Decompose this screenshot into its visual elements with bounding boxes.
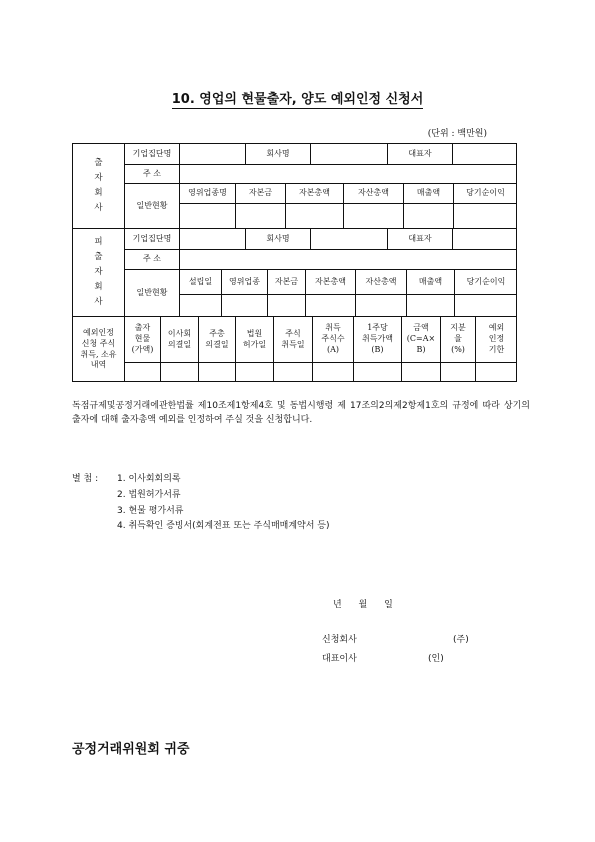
recipient-col-header: 영위업종: [222, 270, 268, 295]
contributor-col-header: 자본금: [236, 184, 286, 204]
ceo-field[interactable]: [453, 144, 517, 165]
seal-mark: (인): [428, 654, 444, 664]
attachments-label: 별 첨 :: [72, 474, 99, 484]
recipient-col-header: 당기순이익: [455, 270, 517, 295]
status-label: 일반현황: [125, 270, 180, 317]
recipient-value-field[interactable]: [180, 295, 222, 317]
recipient-col-header: 자본총액: [306, 270, 356, 295]
contributor-value-field[interactable]: [236, 204, 286, 229]
contributor-value-field[interactable]: [454, 204, 517, 229]
address-label: 주 소: [125, 165, 180, 184]
detail-value-field[interactable]: [161, 363, 199, 382]
recipient-value-field[interactable]: [407, 295, 455, 317]
detail-row-label: 예외인정 신청 주식 취득, 소유 내역: [73, 317, 125, 382]
detail-value-field[interactable]: [236, 363, 274, 382]
attachment-item: 1. 이사회회의록: [117, 474, 181, 484]
attachment-item: 3. 현물 평가서류: [117, 506, 184, 516]
application-statement: 독점규제및공정거래에관한법률 제10조제1항제4호 및 동법시행령 제 17조의2의제2항제1호의 규정에 따라 상기의 출자에 대해 출자총액 예외를 인정하여 주실 것을 신청합니다.: [72, 401, 530, 426]
detail-value-field[interactable]: [313, 363, 354, 382]
date-line: 년 월 일: [333, 600, 393, 610]
application-form-table: [72, 143, 517, 382]
recipient-col-header: 매출액: [407, 270, 455, 295]
recipient-value-field[interactable]: [222, 295, 268, 317]
group-name-label: 기업집단명: [125, 144, 180, 165]
recipient-value-field[interactable]: [356, 295, 407, 317]
address-field[interactable]: [180, 250, 517, 270]
unit-note: (단위 : 백만원): [427, 129, 487, 139]
attachment-item: 2. 법원허가서류: [117, 490, 181, 500]
company-name-label: 회사명: [246, 144, 311, 165]
contributor-section-label: 출 자 회 사: [73, 144, 125, 229]
company-name-label: 회사명: [246, 229, 311, 250]
document-title: 10. 영업의 현물출자, 양도 예외인정 신청서: [171, 92, 424, 107]
detail-col-header: 1주당 취득가액 (B): [354, 317, 402, 363]
contributor-col-header: 자산총액: [344, 184, 404, 204]
ceo-field[interactable]: [453, 229, 517, 250]
detail-col-header: 주식 취득일: [274, 317, 313, 363]
detail-col-header: 예외 인정 기한: [476, 317, 517, 363]
attachment-item: 4. 취득확인 증빙서(회계전표 또는 주식매매계약서 등): [117, 521, 330, 531]
detail-col-header: 지분 율 (%): [441, 317, 476, 363]
detail-value-field[interactable]: [402, 363, 441, 382]
contributor-value-field[interactable]: [344, 204, 404, 229]
group-name-field[interactable]: [180, 144, 246, 165]
recipient-value-field[interactable]: [268, 295, 306, 317]
recipient-col-header: 자본금: [268, 270, 306, 295]
contributor-col-header: 매출액: [404, 184, 454, 204]
contributor-value-field[interactable]: [180, 204, 236, 229]
company-name-field[interactable]: [311, 229, 388, 250]
detail-value-field[interactable]: [199, 363, 236, 382]
ceo-label: 대표자: [388, 144, 453, 165]
detail-col-header: 이사회 의결일: [161, 317, 199, 363]
detail-col-header: 법원 허가일: [236, 317, 274, 363]
detail-col-header: 출자 현물 (가액): [125, 317, 161, 363]
addressee: 공정거래위원회 귀중: [72, 742, 190, 757]
detail-col-header: 금액 (C=A× B): [402, 317, 441, 363]
detail-col-header: 주총 의결일: [199, 317, 236, 363]
detail-col-header: 취득 주식수 (A): [313, 317, 354, 363]
group-name-field[interactable]: [180, 229, 246, 250]
applicant-mark: (주): [453, 635, 469, 645]
detail-value-field[interactable]: [274, 363, 313, 382]
applicant-label: 신청회사: [322, 635, 357, 645]
address-field[interactable]: [180, 165, 517, 184]
recipient-value-field[interactable]: [455, 295, 517, 317]
recipient-col-header: 자산총액: [356, 270, 407, 295]
recipient-col-header: 설립일: [180, 270, 222, 295]
recipient-section-label: 피 출 자 회 사: [73, 229, 125, 317]
ceo-sign-label: 대표이사: [322, 654, 357, 664]
contributor-col-header: 자본총액: [286, 184, 344, 204]
contributor-col-header: 당기순이익: [454, 184, 517, 204]
detail-value-field[interactable]: [441, 363, 476, 382]
detail-value-field[interactable]: [354, 363, 402, 382]
ceo-label: 대표자: [388, 229, 453, 250]
company-name-field[interactable]: [311, 144, 388, 165]
recipient-value-field[interactable]: [306, 295, 356, 317]
contributor-value-field[interactable]: [286, 204, 344, 229]
contributor-value-field[interactable]: [404, 204, 454, 229]
status-label: 일반현황: [125, 184, 180, 229]
detail-value-field[interactable]: [125, 363, 161, 382]
contributor-col-header: 영위업종명: [180, 184, 236, 204]
group-name-label: 기업집단명: [125, 229, 180, 250]
detail-value-field[interactable]: [476, 363, 517, 382]
address-label: 주 소: [125, 250, 180, 270]
